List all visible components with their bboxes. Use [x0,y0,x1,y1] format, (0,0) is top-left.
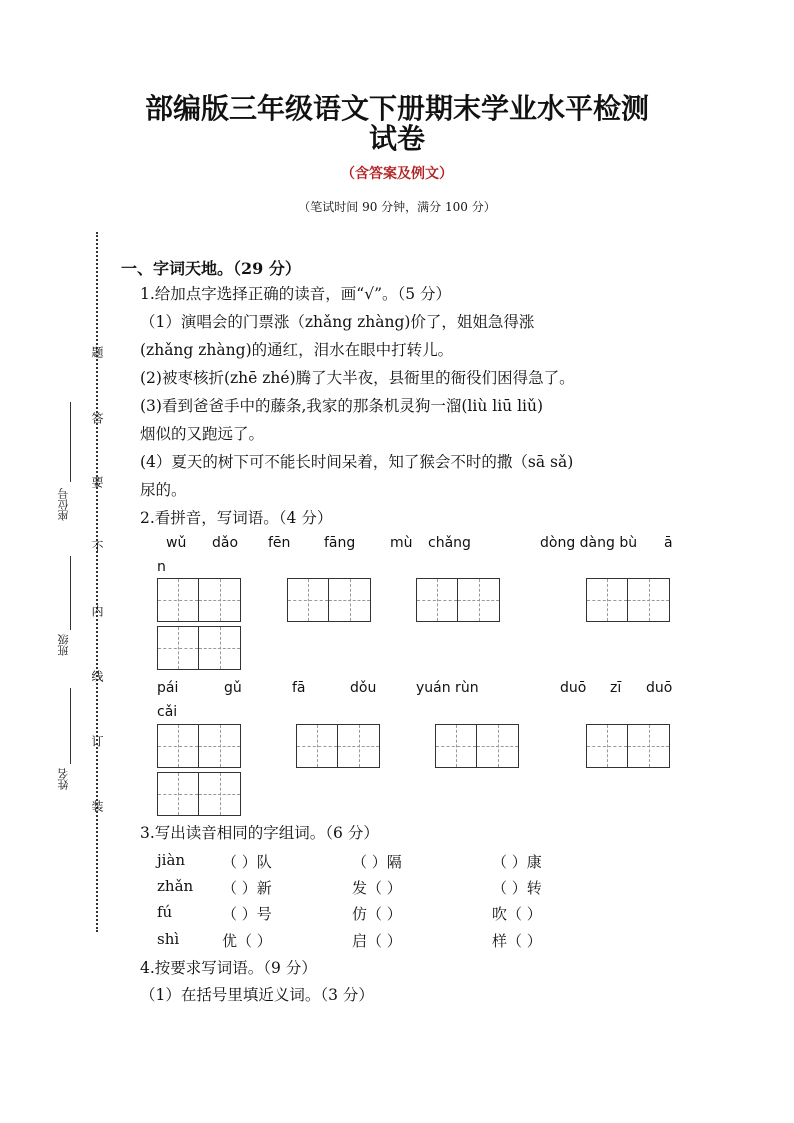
writing-grid-duocai[interactable] [157,772,241,816]
writing-grid-muchang[interactable] [416,578,500,622]
question-1-line: (3)看到爸爸手中的藤条,我家的那条机灵狗一溜(liù liū liǔ) [140,397,544,415]
pinyin: gǔ [224,680,242,696]
name-label: 姓名 [57,768,70,790]
question-3-title: 3.写出读音相同的字组词。（6 分） [140,824,379,842]
homophone-pinyin: fú [157,903,173,921]
binding-char: 线 [90,670,104,682]
homophone-blank[interactable]: （ ）新 [222,879,272,897]
binding-char: 要 [90,476,104,488]
pinyin: cǎi [157,704,178,720]
homophone-blank[interactable]: 仿（ ） [352,905,402,923]
seat-number-line[interactable] [70,402,71,482]
question-1-line: (4）夏天的树下可不能长时间呆着，知了猴会不时的撒（sā sǎ) [140,453,574,471]
homophone-pinyin: zhǎn [157,877,194,895]
class-line[interactable] [70,556,71,630]
question-1-line: （1）演唱会的门票涨（zhǎng zhàng)价了，姐姐急得涨 [140,313,535,331]
homophone-blank[interactable]: 发（ ） [352,879,402,897]
writing-grid-wudao[interactable] [157,578,241,622]
question-1-line: 烟似的又跑远了。 [140,425,265,443]
writing-grid-buan[interactable] [157,626,241,670]
binding-char: 题 [90,346,104,358]
page-title: 部编版三年级语文下册期末学业水平检测 [144,92,649,125]
pinyin: dǒu [350,680,377,696]
pinyin: duō [646,680,673,696]
homophone-blank[interactable]: 优（ ） [222,932,272,950]
pinyin: duō [560,680,587,696]
pinyin: pái [157,680,179,696]
pinyin: wǔ [166,535,187,551]
pinyin: fā [292,680,306,696]
question-1-title: 1.给加点字选择正确的读音，画“√”。（5 分） [140,285,452,303]
homophone-blank[interactable]: （ ）队 [222,853,272,871]
writing-grid-duozi[interactable] [586,724,670,768]
binding-char: 内 [90,605,104,617]
exam-note: （笔试时间 90 分钟，满分 100 分） [298,200,496,214]
pinyin: dòng dàng bù [540,535,638,551]
class-label: 班级 [57,634,70,656]
homophone-blank[interactable]: （ ）号 [222,905,272,923]
writing-grid-dongdang[interactable] [586,578,670,622]
homophone-blank[interactable]: （ ）转 [492,879,542,897]
question-4-title: 4.按要求写词语。（9 分） [140,959,317,977]
binding-char: 订 [90,735,104,747]
homophone-pinyin: jiàn [157,851,186,869]
pinyin: yuán rùn [416,680,479,696]
pinyin: ā [664,535,673,551]
binding-char: 不 [90,540,104,552]
question-1-line: (2)被枣核折(zhē zhé)腾了大半夜，县衙里的衙役们困得急了。 [140,369,575,387]
homophone-pinyin: shì [157,930,180,948]
homophone-blank[interactable]: （ ）隔 [352,853,402,871]
homophone-blank[interactable]: 样（ ） [492,932,542,950]
seat-number-label: 座位号 [57,488,70,521]
binding-char: 装 [90,800,104,812]
section-heading: 一、字词天地。（29 分） [121,259,301,278]
writing-grid-yuanrun[interactable] [435,724,519,768]
pinyin: chǎng [428,535,471,551]
writing-grid-paigu[interactable] [157,724,241,768]
binding-char: 答 [90,412,104,424]
question-1-line: (zhǎng zhàng)的通红，泪水在眼中打转儿。 [140,341,454,359]
homophone-blank[interactable]: （ ）康 [492,853,542,871]
binding-dotted-line [96,232,98,932]
writing-grid-fenfang[interactable] [287,578,371,622]
question-2-title: 2.看拼音，写词语。（4 分） [140,509,333,527]
homophone-blank[interactable]: 吹（ ） [492,905,542,923]
pinyin: n [157,559,166,575]
pinyin: fāng [324,535,356,551]
name-line[interactable] [70,688,71,764]
pinyin: zī [610,680,622,696]
question-4-sub1: （1）在括号里填近义词。（3 分） [140,986,374,1004]
writing-grid-fadou[interactable] [296,724,380,768]
pinyin: mù [390,535,413,551]
page-title-line2: 试卷 [368,122,425,155]
pinyin: dǎo [212,535,239,551]
pinyin: fēn [268,535,291,551]
question-1-line: 尿的。 [140,481,187,499]
page-subtitle: （含答案及例文） [341,166,453,182]
homophone-blank[interactable]: 启（ ） [352,932,402,950]
